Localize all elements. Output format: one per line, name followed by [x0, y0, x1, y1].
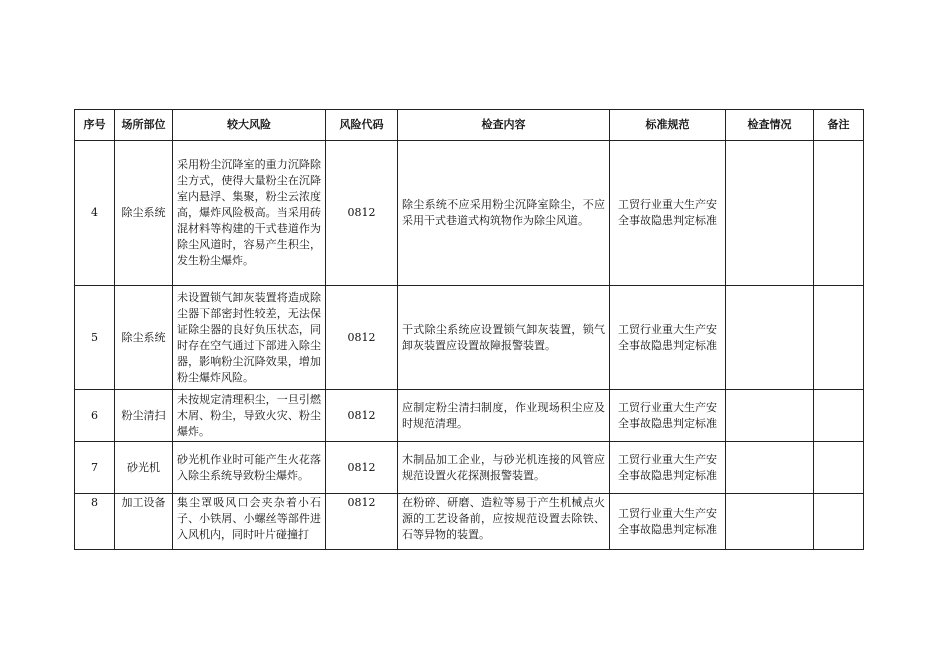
row-risk: 采用粉尘沉降室的重力沉降除尘方式，使得大量粉尘在沉降室内悬浮、集聚，粉尘云浓度高，爆炸风险极高。当采用砖混材料等构建的干式巷道作为除尘风道时，容易产生积尘，发生粉尘爆炸。 [173, 141, 326, 286]
row-code: 0812 [326, 286, 398, 390]
header-location: 场所部位 [115, 110, 173, 141]
table-row [75, 390, 864, 442]
row-remark [814, 286, 864, 390]
row-no: 6 [75, 390, 115, 442]
row-standard: 工贸行业重大生产安全事故隐患判定标准 [610, 141, 726, 286]
row-risk: 未设置锁气卸灰装置将造成除尘器下部密封性较差，无法保证除尘器的良好负压状态，同时存在空气通过下部进入除尘器，影响粉尘沉降效果，增加粉尘爆炸风险。 [173, 286, 326, 390]
row-remark [814, 442, 864, 494]
row-standard: 工贸行业重大生产安全事故隐患判定标准 [610, 286, 726, 390]
row-content: 干式除尘系统应设置锁气卸灰装置，锁气卸灰装置应设置故障报警装置。 [398, 286, 610, 390]
row-no: 7 [75, 442, 115, 494]
row-location: 粉尘清扫 [115, 390, 173, 442]
row-location: 加工设备 [115, 494, 173, 550]
row-location: 除尘系统 [115, 286, 173, 390]
row-risk: 未按规定清理积尘，一旦引燃木屑、粉尘，导致火灾、粉尘爆炸。 [173, 390, 326, 442]
row-standard: 工贸行业重大生产安全事故隐患判定标准 [610, 442, 726, 494]
table-row [75, 141, 864, 286]
row-no: 4 [75, 141, 115, 286]
row-content: 木制品加工企业，与砂光机连接的风管应规范设置火花探测报警装置。 [398, 442, 610, 494]
header-no: 序号 [75, 110, 115, 141]
row-risk: 砂光机作业时可能产生火花落入除尘系统导致粉尘爆炸。 [173, 442, 326, 494]
header-code: 风险代码 [326, 110, 398, 141]
row-location: 砂光机 [115, 442, 173, 494]
row-no: 8 [75, 494, 115, 550]
row-risk: 集尘罩吸风口会夹杂着小石子、小铁屑、小螺丝等部件进入风机内，同时叶片碰撞打 [173, 494, 326, 550]
row-remark [814, 494, 864, 550]
row-content: 除尘系统不应采用粉尘沉降室除尘，不应采用干式巷道式构筑物作为除尘风道。 [398, 141, 610, 286]
table-row [75, 494, 864, 550]
header-standard: 标准规范 [610, 110, 726, 141]
row-standard: 工贸行业重大生产安全事故隐患判定标准 [610, 390, 726, 442]
row-status [726, 141, 814, 286]
row-standard: 工贸行业重大生产安全事故隐患判定标准 [610, 494, 726, 550]
header-status: 检查情况 [726, 110, 814, 141]
header-content: 检查内容 [398, 110, 610, 141]
row-remark [814, 141, 864, 286]
row-content: 应制定粉尘清扫制度，作业现场积尘应及时规范清理。 [398, 390, 610, 442]
row-code: 0812 [326, 141, 398, 286]
row-content: 在粉碎、研磨、造粒等易于产生机械点火源的工艺设备前，应按规范设置去除铁、石等异物的装置。 [398, 494, 610, 550]
header-remark: 备注 [814, 110, 864, 141]
row-no: 5 [75, 286, 115, 390]
row-remark [814, 390, 864, 442]
risk-check-table [74, 109, 864, 550]
table-row [75, 442, 864, 494]
row-status [726, 442, 814, 494]
row-code: 0812 [326, 442, 398, 494]
header-risk: 较大风险 [173, 110, 326, 141]
table-header-row [75, 110, 864, 141]
row-status [726, 390, 814, 442]
table-row [75, 286, 864, 390]
row-location: 除尘系统 [115, 141, 173, 286]
row-code: 0812 [326, 390, 398, 442]
row-status [726, 494, 814, 550]
row-status [726, 286, 814, 390]
row-code: 0812 [326, 494, 398, 550]
